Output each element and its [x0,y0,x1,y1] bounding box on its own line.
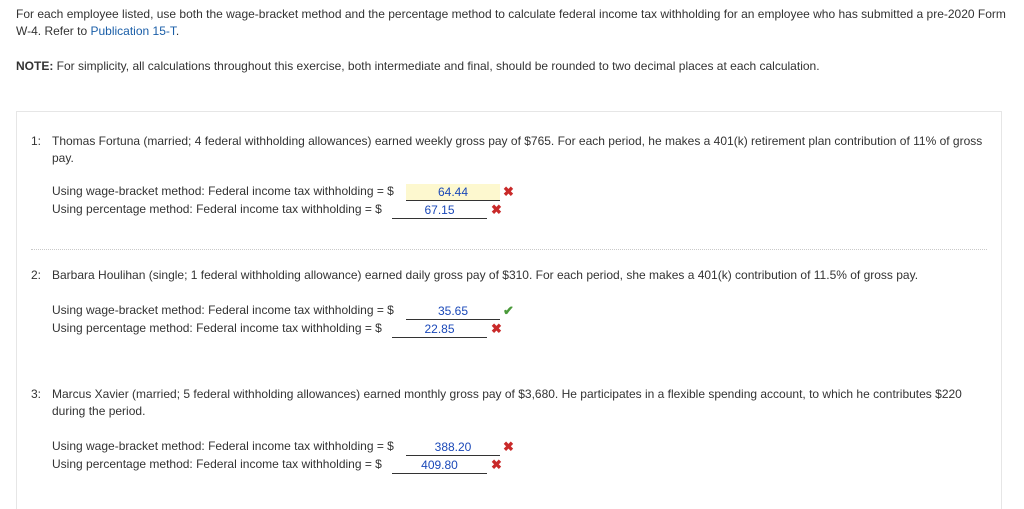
incorrect-icon: ✖ [491,202,502,217]
wage-bracket-answer-input[interactable]: 388.20 [406,439,500,456]
percentage-row [52,319,382,337]
note-label: NOTE: [16,59,54,73]
publication-link[interactable]: Publication 15-T [90,24,176,38]
question-text: Thomas Fortuna (married; 4 federal withholding allowances) earned weekly gross pay of $765. For each period, he makes a 401(k) retirement plan contribution of 11% of gross pay. [52,134,983,165]
question-3 [31,386,991,420]
wage-bracket-row [52,301,394,319]
wage-bracket-label: Using wage-bracket method: Federal income tax withholding = $ [52,439,394,453]
percentage-row [52,200,382,218]
question-text: Marcus Xavier (married; 5 federal withholding allowances) earned monthly gross pay of $3,680. He participates in a flexible spending account, to which he contributes $220 during the period. [52,387,962,418]
percentage-label: Using percentage method: Federal income tax withholding = $ [52,321,382,335]
percentage-answer-input[interactable]: 409.80 [392,457,487,474]
note [16,59,820,73]
percentage-answer-input[interactable]: 22.85 [392,321,487,338]
wage-bracket-row [52,182,394,200]
percentage-label: Using percentage method: Federal income tax withholding = $ [52,202,382,216]
correct-check-icon: ✔ [503,303,514,318]
incorrect-icon: ✖ [491,321,502,336]
percentage-answer-input[interactable]: 67.15 [392,202,487,219]
percentage-row [52,455,382,473]
note-text: For simplicity, all calculations throughout this exercise, both intermediate and final, should be rounded to two decimal places at each calculation. [53,59,820,73]
instructions-text: For each employee listed, use both the wage-bracket method and the percentage method to calculate federal income tax withholding for an employee who has submitted a pre-2020 Form W-4. Refer to [16,7,1006,38]
instructions [16,6,1011,40]
question-number: 3: [31,387,42,401]
wage-bracket-answer-input[interactable]: 64.44 [406,184,500,201]
wage-bracket-answer-input[interactable]: 35.65 [406,303,500,320]
question-1 [31,133,991,167]
percentage-label: Using percentage method: Federal income tax withholding = $ [52,457,382,471]
incorrect-icon: ✖ [491,457,502,472]
instructions-end: . [175,24,180,38]
question-number: 1: [31,134,42,148]
question-text: Barbara Houlihan (single; 1 federal withholding allowance) earned daily gross pay of $310. For each period, she makes a 401(k) contribution of 11.5% of gross pay. [52,268,919,282]
question-number: 2: [31,268,42,282]
wage-bracket-row [52,437,394,455]
incorrect-icon: ✖ [503,439,514,454]
wage-bracket-label: Using wage-bracket method: Federal income tax withholding = $ [52,184,394,198]
question-2 [31,267,991,284]
question-divider [31,249,987,250]
questions-panel [16,111,1002,509]
incorrect-icon: ✖ [503,184,514,199]
wage-bracket-label: Using wage-bracket method: Federal income tax withholding = $ [52,303,394,317]
